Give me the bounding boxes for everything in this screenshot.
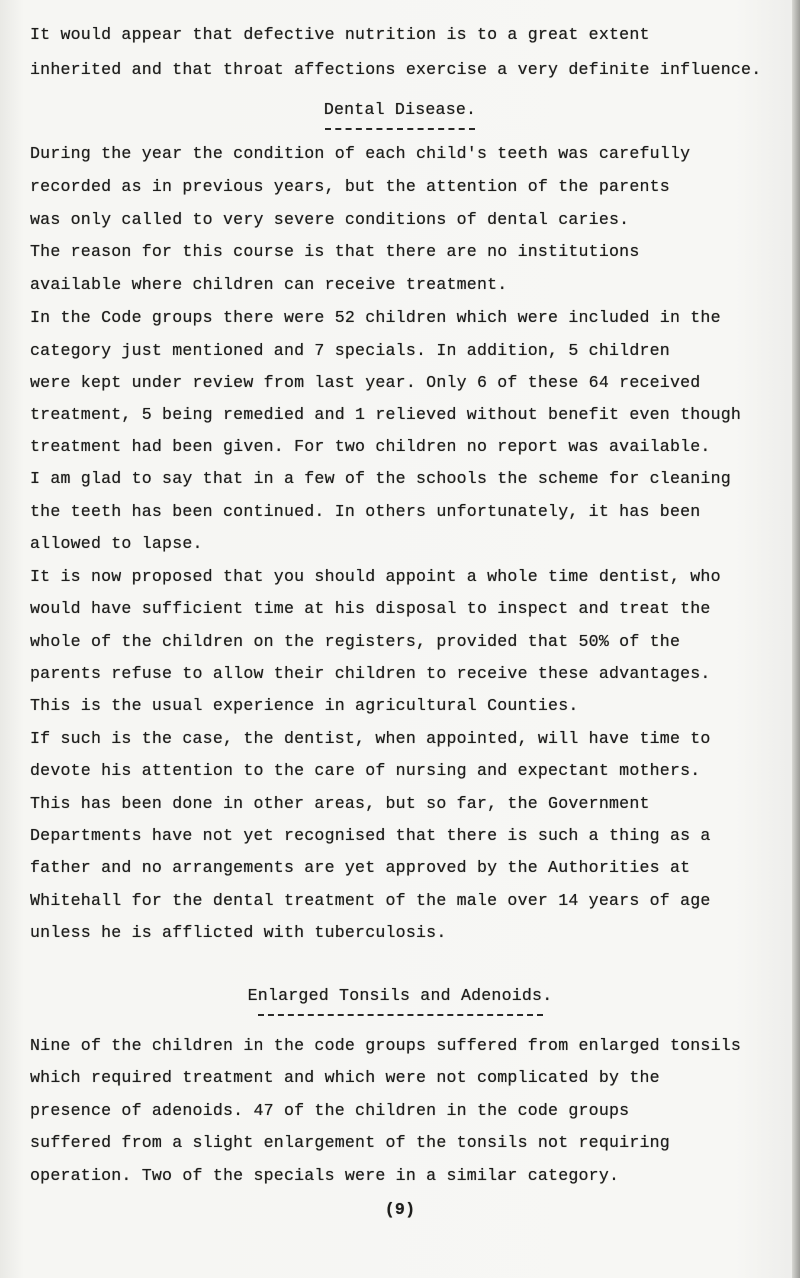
dental-p1-line-9: treatment, 5 being remedied and 1 relieved without benefit even though	[30, 405, 742, 424]
dental-p2-line-1: It is now proposed that you should appoint a whole time dentist, who	[30, 567, 721, 586]
tonsils-line-3: presence of adenoids. 47 of the children in the code groups	[30, 1101, 630, 1120]
dental-p2-line-12: unless he is afflicted with tuberculosis.	[30, 923, 447, 942]
tonsils-line-2: which required treatment and which were not complicated by the	[30, 1068, 660, 1087]
dental-p2-line-4: parents refuse to allow their children to receive these advantages.	[30, 664, 711, 683]
tonsils-line-4: suffered from a slight enlargement of the tonsils not requiring	[30, 1133, 670, 1152]
dental-p2-line-5: This is the usual experience in agricultural Counties.	[30, 696, 579, 715]
dental-p1-line-11: I am glad to say that in a few of the schools the scheme for cleaning	[30, 469, 731, 488]
tonsils-heading: Enlarged Tonsils and Adenoids.	[247, 986, 553, 1005]
tonsils-line-1: Nine of the children in the code groups suffered from enlarged tonsils	[30, 1036, 742, 1055]
dental-p1-line-10: treatment had been given. For two children no report was available.	[30, 437, 711, 456]
dental-p1-line-1: During the year the condition of each child's teeth was carefully	[30, 144, 691, 163]
dental-p1-line-3: was only called to very severe conditions of dental caries.	[30, 210, 630, 229]
dental-p2-line-11: Whitehall for the dental treatment of the male over 14 years of age	[30, 891, 711, 910]
tonsils-line-5: operation. Two of the specials were in a similar category.	[30, 1166, 620, 1185]
dental-p2-line-7: devote his attention to the care of nursing and expectant mothers.	[30, 761, 701, 780]
dental-p2-line-9: Departments have not yet recognised that there is such a thing as a	[30, 826, 711, 845]
dental-p1-line-8: were kept under review from last year. Only 6 of these 64 received	[30, 373, 701, 392]
dental-p1-line-13: allowed to lapse.	[30, 534, 203, 553]
dental-heading: Dental Disease.	[323, 100, 477, 119]
dental-p1-line-2: recorded as in previous years, but the attention of the parents	[30, 177, 670, 196]
page-number: (9)	[384, 1200, 416, 1219]
dental-p1-line-7: category just mentioned and 7 specials. In addition, 5 children	[30, 341, 670, 360]
dental-p1-line-12: the teeth has been continued. In others unfortunately, it has been	[30, 502, 701, 521]
dental-p2-line-8: This has been done in other areas, but so far, the Government	[30, 794, 650, 813]
dental-p2-line-6: If such is the case, the dentist, when appointed, will have time to	[30, 729, 711, 748]
tonsils-heading-underline	[258, 1014, 543, 1016]
dental-p1-line-6: In the Code groups there were 52 children which were included in the	[30, 308, 721, 327]
dental-heading-underline	[325, 128, 475, 130]
dental-p1-line-5: available where children can receive treatment.	[30, 275, 508, 294]
dental-p2-line-2: would have sufficient time at his disposal to inspect and treat the	[30, 599, 711, 618]
intro-line-1: It would appear that defective nutrition is to a great extent	[30, 25, 650, 44]
dental-p2-line-10: father and no arrangements are yet approved by the Authorities at	[30, 858, 691, 877]
dental-p2-line-3: whole of the children on the registers, provided that 50% of the	[30, 632, 681, 651]
dental-p1-line-4: The reason for this course is that there are no institutions	[30, 242, 640, 261]
intro-line-2: inherited and that throat affections exercise a very definite influence.	[30, 60, 762, 79]
